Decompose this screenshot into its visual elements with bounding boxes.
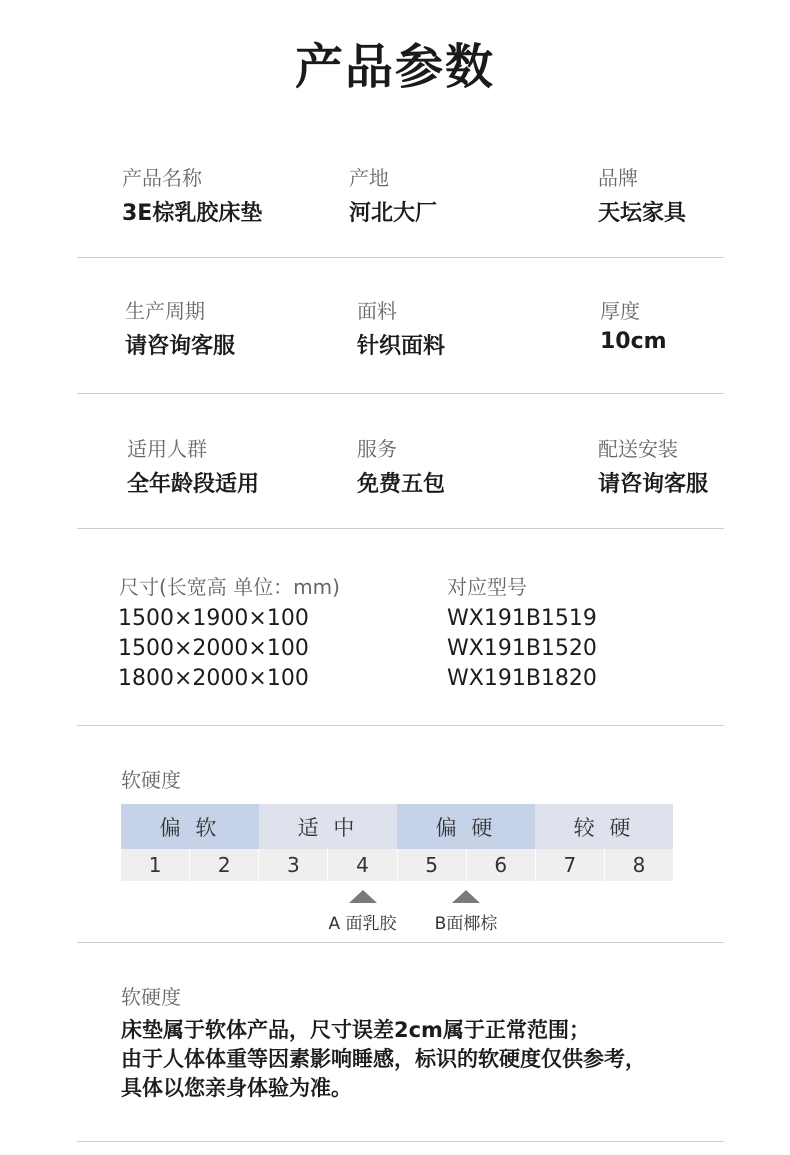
spec-label-suitable-for: 适用人群 (127, 437, 207, 461)
firmness-number: 8 (632, 853, 646, 877)
marker-a-triangle-icon (349, 890, 377, 903)
page-title: 产品参数 (294, 39, 495, 95)
firmness-numbers (121, 849, 673, 881)
firmness-levels (121, 804, 673, 849)
spec-label-origin: 产地 (349, 166, 389, 190)
firmness-number: 6 (467, 849, 536, 881)
divider (77, 1141, 724, 1142)
firmness-level: 较 硬 (535, 804, 673, 849)
size-header: 尺寸(长宽高 单位：mm) (119, 575, 340, 599)
size-value: 1800×2000×100 (118, 666, 309, 691)
spec-label-production-cycle: 生产周期 (125, 299, 205, 323)
firmness-level: 偏 硬 (397, 804, 535, 849)
divider (77, 528, 724, 529)
firmness-number: 2 (190, 849, 259, 881)
spec-value-origin: 河北大厂 (349, 201, 438, 226)
spec-label-service: 服务 (357, 437, 397, 461)
model-list (447, 604, 597, 694)
note-label: 软硬度 (121, 985, 181, 1009)
firmness-label: 软硬度 (121, 768, 181, 792)
divider (77, 942, 724, 943)
note-line: 由于人体体重等因素影响睡感，标识的软硬度仅供参考， (121, 1047, 646, 1071)
marker-b-label: B面椰棕 (434, 914, 498, 934)
spec-label-product-name: 产品名称 (122, 166, 202, 190)
firmness-level: 偏 软 (121, 804, 259, 849)
note-line: 具体以您亲身体验为准。 (121, 1076, 352, 1100)
note-text (121, 1016, 646, 1103)
size-value: 1500×1900×100 (118, 606, 309, 631)
spec-value-production-cycle: 请咨询客服 (125, 334, 236, 359)
size-list (118, 604, 309, 694)
note-line: 床垫属于软体产品，尺寸误差2cm属于正常范围； (121, 1018, 590, 1042)
spec-value-suitable-for: 全年龄段适用 (127, 472, 260, 497)
marker-a-label: A 面乳胶 (328, 914, 397, 934)
firmness-number: 3 (259, 849, 328, 881)
spec-value-thickness: 10cm (600, 329, 667, 354)
spec-value-delivery: 请咨询客服 (598, 472, 709, 497)
firmness-number: 1 (121, 849, 190, 881)
spec-value-fabric: 针织面料 (357, 334, 446, 359)
divider (77, 257, 724, 258)
model-value: WX191B1520 (447, 636, 597, 661)
model-value: WX191B1820 (447, 666, 597, 691)
firmness-number: 4 (328, 849, 397, 881)
firmness-level: 适 中 (259, 804, 397, 849)
spec-value-service: 免费五包 (357, 472, 446, 497)
divider (77, 393, 724, 394)
size-value: 1500×2000×100 (118, 636, 309, 661)
divider (77, 725, 724, 726)
spec-label-delivery: 配送安装 (598, 437, 678, 461)
spec-value-product-name: 3E棕乳胶床垫 (122, 201, 263, 226)
model-value: WX191B1519 (447, 606, 597, 631)
spec-label-fabric: 面料 (357, 299, 397, 323)
spec-value-brand: 天坛家具 (598, 201, 687, 226)
spec-label-thickness: 厚度 (600, 299, 640, 323)
marker-b-triangle-icon (452, 890, 480, 903)
firmness-number: 7 (536, 849, 605, 881)
firmness-number: 5 (398, 849, 467, 881)
model-header: 对应型号 (447, 575, 527, 599)
firmness-scale (121, 804, 673, 881)
spec-label-brand: 品牌 (598, 166, 638, 190)
